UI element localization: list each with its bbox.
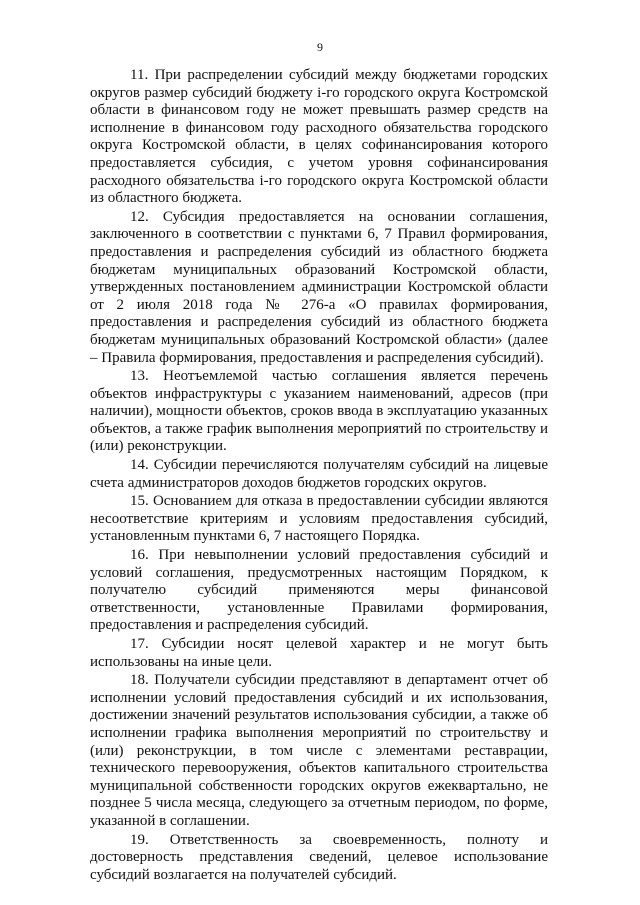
paragraph-17: 17. Субсидии носят целевой характер и не могут быть использованы на иные цели. bbox=[90, 636, 548, 670]
paragraph-19: 19. Ответственность за своевременность, полноту и достоверность представления сведений, целевое использование субсидий возлагается на получателей субсидий. bbox=[90, 831, 548, 883]
document-body bbox=[90, 67, 548, 885]
paragraph-18: 18. Получатели субсидии представляют в департамент отчет об исполнении условий предоставления субсидий и их использования, достижении значений результатов использования субсидии, а также об исполнении графика выполнения мероприятий по строительству и (или) реконструкции, в том числе с элементами реставрации, технического перевооружения, объектов капитального строительства муниципальной собственности городских округов ежеквартально, не позднее 5 числа месяца, следующего за отчетным периодом, по форме, указанной в соглашении. bbox=[90, 672, 548, 829]
paragraph-11: 11. При распределении субсидий между бюджетами городских округов размер субсидий бюджету i-го городского округа Костромской области в финансовом году не может превышать размер средств на исполнение в финансовом году расходного обязательства городского округа Костромской области, в целях софинансирования которого предоставляется субсидия, с учетом уровня софинансирования расходного обязательства i-го городского округа Костромской области из областного бюджета. bbox=[90, 67, 548, 207]
paragraph-15: 15. Основанием для отказа в предоставлении субсидии являются несоответствие критериям и условиям предоставления субсидий, установленным пунктами 6, 7 настоящего Порядка. bbox=[90, 493, 548, 545]
paragraph-13: 13. Неотъемлемой частью соглашения является перечень объектов инфраструктуры с указанием наименований, адресов (при наличии), мощности объектов, сроков ввода в эксплуатацию указанных объектов, а также график выполнения мероприятий по строительству и (или) реконструкции. bbox=[90, 368, 549, 455]
page-number: 9 bbox=[317, 40, 323, 54]
paragraph-16: 16. При невыполнении условий предоставления субсидий и условий соглашения, предусмотренных настоящим Порядком, к получателю субсидий применяются меры финансовой ответственности, установленные Правилами формирования, предоставления и распределения субсидий. bbox=[90, 547, 548, 634]
paragraph-12: 12. Субсидия предоставляется на основании соглашения, заключенного в соответствии с пунктами 6, 7 Правил формирования, предоставления и распределения субсидий из областного бюджета бюджетам муниципальных образований Костромской области, утвержденных постановлением администрации Костромской области от 2 июля 2018 года № 276-а «О правилах формирования, предоставления и распределения субсидий из областного бюджета бюджетам муниципальных образований Костромской области» (далее – Правила формирования, предоставления и распределения субсидий). bbox=[90, 208, 548, 366]
paragraph-14: 14. Субсидии перечисляются получателям субсидий на лицевые счета администраторов доходов бюджетов городских округов. bbox=[90, 457, 548, 491]
